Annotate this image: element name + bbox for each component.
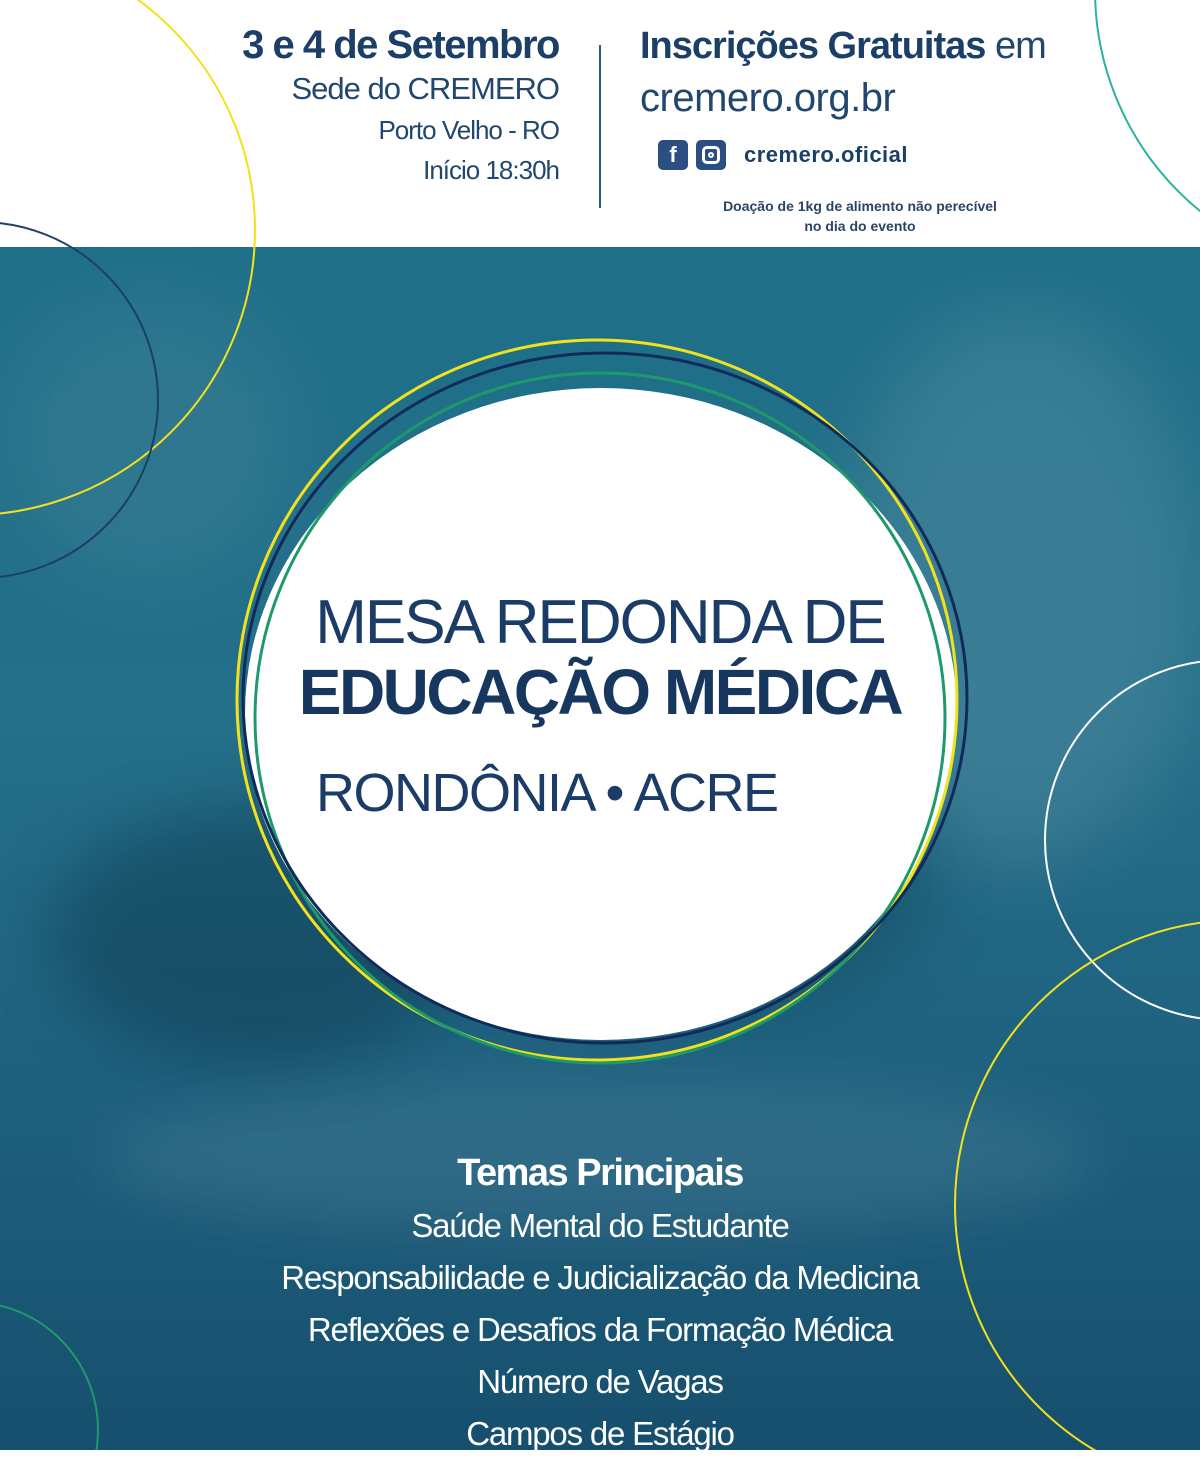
- theme-item: Responsabilidade e Judicialização da Medicina: [281, 1259, 919, 1296]
- registration-bold: Inscrições Gratuitas: [640, 25, 986, 67]
- instagram-icon[interactable]: [696, 140, 726, 170]
- themes-section: [0, 1148, 1200, 1460]
- event-city: Porto Velho - RO: [378, 115, 559, 145]
- theme-item: Saúde Mental do Estudante: [411, 1207, 789, 1244]
- event-venue: Sede do CREMERO: [291, 71, 559, 106]
- header-section: [0, 0, 1200, 247]
- themes-heading: Temas Principais: [457, 1152, 743, 1194]
- registration-heading: [640, 22, 1046, 70]
- main-title: [230, 590, 970, 728]
- donation-note: [680, 196, 1040, 236]
- facebook-icon[interactable]: f: [658, 140, 688, 170]
- title-line-3: RONDÔNIA • ACRE: [316, 763, 778, 823]
- registration-info: [640, 22, 1046, 167]
- event-date: 3 e 4 de Setembro: [242, 23, 559, 67]
- social-row: [658, 140, 908, 170]
- registration-light: em: [985, 25, 1046, 67]
- event-info: [242, 22, 559, 190]
- donation-line-1: Doação de 1kg de alimento não perecível: [723, 198, 997, 214]
- theme-item: Número de Vagas: [477, 1363, 723, 1400]
- title-line-1: MESA REDONDA DE: [315, 588, 885, 657]
- event-start-time: Início 18:30h: [423, 155, 559, 185]
- title-line-2: EDUCAÇÃO MÉDICA: [298, 656, 902, 728]
- divider: [599, 45, 601, 208]
- registration-link[interactable]: cremero.org.br: [640, 76, 896, 120]
- donation-line-2: no dia do evento: [804, 218, 916, 234]
- theme-item: Campos de Estágio: [466, 1415, 734, 1452]
- theme-item: Reflexões e Desafios da Formação Médica: [307, 1311, 893, 1348]
- social-handle[interactable]: cremero.oficial: [744, 142, 909, 167]
